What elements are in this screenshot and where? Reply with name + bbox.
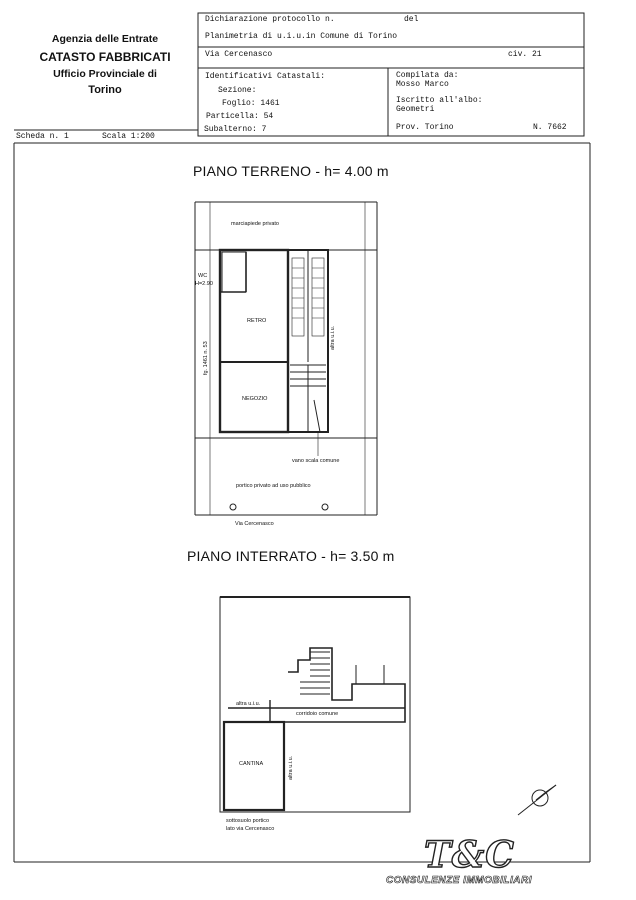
identificativi-label: Identificativi Catastali:	[205, 72, 326, 81]
ufficio-label: Ufficio Provinciale di	[53, 68, 157, 80]
catasto-title: CATASTO FABBRICATI	[39, 50, 171, 64]
city-label: Torino	[88, 84, 122, 96]
tc-logo: T&C	[424, 834, 515, 876]
plan-terreno-title: PIANO TERRENO - h= 4.00 m	[193, 163, 389, 179]
lato-label: lato via Cercenasco	[226, 826, 275, 832]
numero-label: N. 7662	[533, 123, 567, 132]
protocollo-label: Dichiarazione protocollo n.	[205, 15, 335, 24]
retro-label: RETRO	[247, 318, 267, 324]
cantina-label: CANTINA	[239, 761, 264, 767]
prov-label: Prov. Torino	[396, 123, 454, 132]
subalterno-label: Subalterno: 7	[204, 125, 267, 134]
agency-name: Agenzia delle Entrate	[51, 33, 159, 45]
scheda-label: Scheda n. 1	[16, 132, 69, 141]
altra-uiu-label: altra u.i.u.	[330, 325, 336, 350]
interrato-altra-uiu-2: altra u.i.u.	[288, 755, 294, 780]
del-label: del	[404, 15, 419, 24]
corridoio-label: corridoio comune	[296, 711, 339, 717]
particella-label: Particella: 54	[206, 112, 274, 121]
iscritto-value: Geometri	[396, 105, 435, 114]
plan-interrato-title: PIANO INTERRATO - h= 3.50 m	[187, 548, 395, 564]
negozio-label: NEGOZIO	[242, 396, 268, 402]
marciapiede-label: marciapiede privato	[231, 221, 279, 227]
foglio-label: Foglio: 1461	[222, 99, 280, 108]
portico-label: portico privato ad uso pubblico	[236, 483, 311, 489]
street-label: Via Cercenasco	[205, 50, 273, 59]
wc-label: WC	[198, 273, 208, 279]
iscritto-label: Iscritto all'albo:	[396, 96, 483, 105]
sezione-label: Sezione:	[218, 86, 257, 95]
terreno-street-label: Via Cercenasco	[235, 521, 274, 527]
interrato-altra-uiu-1: altra u.i.u.	[236, 701, 261, 707]
compilata-name: Mosso Marco	[396, 80, 449, 89]
north-arrow-icon	[518, 785, 556, 815]
tc-logo-subtitle: CONSULENZE IMMOBILIARI	[386, 875, 532, 886]
civico-label: civ. 21	[508, 50, 542, 59]
vano-scala-label: vano scala comune	[292, 458, 340, 464]
sottosuolo-label: sottosuolo portico	[226, 818, 270, 824]
wc-height-label: H=2.90	[195, 281, 213, 287]
planimetria-label: Planimetria di u.i.u.in Comune di Torino	[205, 32, 398, 41]
compilata-label: Compilata da:	[396, 71, 459, 80]
scala-label: Scala 1:200	[102, 132, 155, 141]
fg-label: fg. 1461 n. 53	[203, 341, 209, 375]
